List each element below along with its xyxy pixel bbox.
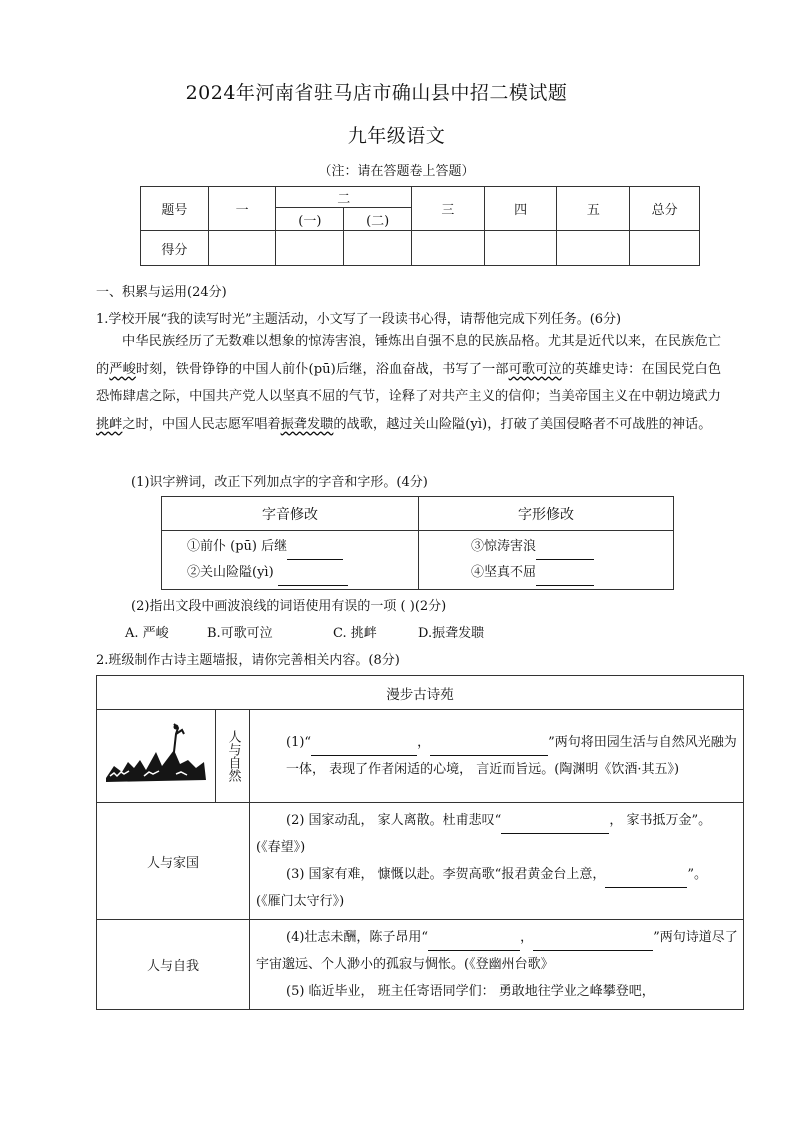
item-text: (1)“ (286, 735, 312, 750)
score-col-2b: (二) (344, 208, 412, 231)
exam-note: （注：请在答题卷上答题） (318, 164, 475, 179)
item-source: (《雁门太守行》) (256, 894, 345, 909)
item-text: ”。 (687, 867, 707, 882)
score-header-label: 题号 (141, 187, 209, 231)
passage-text: 时刻，铁骨铮铮的中国人前仆(pū)后继，浴血奋战，书写了一部 (135, 361, 509, 377)
answer-blank[interactable] (311, 741, 417, 756)
question-2-prompt: 2.班级制作古诗主题墙报，请你完善相关内容。(8分) (96, 653, 400, 668)
item-1 (256, 729, 743, 783)
answer-blank[interactable] (605, 873, 687, 888)
wavy-word: 严峻 (109, 361, 136, 377)
score-col-2a: (一) (276, 208, 344, 231)
score-col-5: 五 (557, 187, 630, 231)
passage-text: 的英雄史诗：在国民党白色恐怖肆虐之际，中国共产党人以坚真不屈的气节，诠释了对共产主义的信仰；当美帝国主义在中朝边境武力 (96, 361, 722, 404)
correction-table (161, 496, 674, 590)
answer-blank[interactable] (428, 936, 520, 951)
item-text: (2) 国家动乱， 家人离散。杜甫悲叹“ (286, 813, 502, 828)
wavy-word: 振聋发聩 (280, 416, 334, 432)
score-cell[interactable] (412, 231, 485, 266)
row2-content (250, 803, 744, 920)
passage-text: 之时，中国人民志愿军唱着 (122, 416, 281, 432)
score-cell[interactable] (630, 231, 700, 266)
item-source: 宇宙邈远、个人渺小的孤寂与惆怅。(《登幽州台歌》 (256, 957, 554, 972)
exam-title: 2024年河南省驻马店市确山县中招二模试题 (185, 82, 568, 104)
reading-passage (96, 328, 721, 438)
item-5: (5) 临近毕业， 班主任寄语同学们： 勇敢地往学业之峰攀登吧， (286, 984, 655, 999)
score-cell[interactable] (557, 231, 630, 266)
row1-content (250, 710, 744, 803)
option-d[interactable]: D.振聋发聩 (418, 626, 485, 641)
exam-subtitle: 九年级语文 (347, 125, 446, 147)
fix-item-a (187, 534, 418, 560)
item-2 (256, 807, 743, 834)
fix-item-text: ②关山险隘(yì) (187, 565, 274, 580)
score-col-3: 三 (412, 187, 485, 231)
score-cell[interactable] (276, 231, 344, 266)
wavy-word: 挑衅 (96, 416, 123, 432)
passage-text: 的战歌，越过关山险隘(yì)，打破了美国侵略者不可战胜的神话。 (333, 416, 712, 432)
header-shape: 字形修改 (419, 497, 674, 531)
fix-item-text: ③惊涛害浪 (471, 539, 537, 554)
option-b[interactable]: B.可歌可泣 (207, 626, 273, 641)
section-heading: 一、积累与运用(24分) (96, 285, 227, 300)
answer-blank[interactable] (501, 819, 609, 834)
board-title: 漫步古诗苑 (97, 676, 744, 710)
question-1-prompt: 1.学校开展“我的读写时光”主题活动，小文写了一段读书心得，请帮他完成下列任务。(6分) (96, 312, 622, 327)
score-row-label: 得分 (141, 231, 209, 266)
header-sound: 字音修改 (162, 497, 419, 531)
category-nature (216, 710, 250, 803)
option-c[interactable]: C. 挑衅 (333, 626, 377, 641)
wavy-word: 可歌可泣 (508, 361, 562, 377)
fix-item-d (471, 560, 673, 586)
subquestion-2: (2)指出文段中画波浪线的词语使用有误的一项 ( )(2分) (131, 599, 447, 614)
score-col-4: 四 (484, 187, 557, 231)
score-table (140, 186, 700, 266)
answer-blank[interactable] (287, 545, 343, 560)
score-cell[interactable] (344, 231, 412, 266)
answer-blank[interactable] (533, 936, 653, 951)
option-a[interactable]: A. 严峻 (125, 626, 169, 641)
landscape-illustration (97, 710, 216, 803)
score-cell[interactable] (484, 231, 557, 266)
fix-item-text: ①前仆 (pū) 后继 (187, 539, 288, 554)
answer-blank[interactable] (536, 545, 594, 560)
answer-blank[interactable] (536, 571, 594, 586)
passage-text: 中华民族经历了无数难以想象的惊涛害浪，锤炼出自强不息的民族品格。尤其是近代以来，在民族危亡的 (96, 334, 721, 377)
item-text: (4)壮志未酬，陈子昂用“ (286, 930, 429, 945)
fix-item-b (187, 560, 418, 586)
item-source: (《春望》) (256, 840, 306, 855)
row3-content (250, 920, 744, 1010)
item-text: (3) 国家有难， 慷慨以赴。李贺高歌“报君黄金台上意， (286, 867, 606, 882)
item-text: ， (417, 735, 431, 750)
fix-item-c (471, 534, 673, 560)
fix-item-text: ④坚真不屈 (471, 565, 537, 580)
subquestion-1: (1)识字辨词，改正下列加点字的字音和字形。(4分) (131, 475, 428, 490)
item-text: ， 家书抵万金”。 (609, 813, 712, 828)
item-3 (256, 861, 743, 888)
score-col-1: 一 (208, 187, 276, 231)
category-self: 人与自我 (97, 920, 250, 1010)
score-col-total: 总分 (630, 187, 700, 231)
score-col-2: 二 (276, 187, 412, 208)
answer-blank[interactable] (430, 741, 548, 756)
item-text: ”两句诗道尽了 (653, 930, 738, 945)
category-country: 人与家国 (97, 803, 250, 920)
item-4 (256, 924, 743, 951)
poetry-board (96, 675, 744, 1010)
item-text: ”两句将田园生活与自然风光融为一体， 表现了作者闲适的心境， 言近而旨远。(陶渊明《饮酒·其五》) (286, 735, 737, 777)
answer-blank[interactable] (278, 571, 348, 586)
item-text: ， (520, 930, 534, 945)
landscape-icon (104, 722, 208, 786)
score-cell[interactable] (208, 231, 276, 266)
category-label: 人与自然 (225, 730, 241, 782)
